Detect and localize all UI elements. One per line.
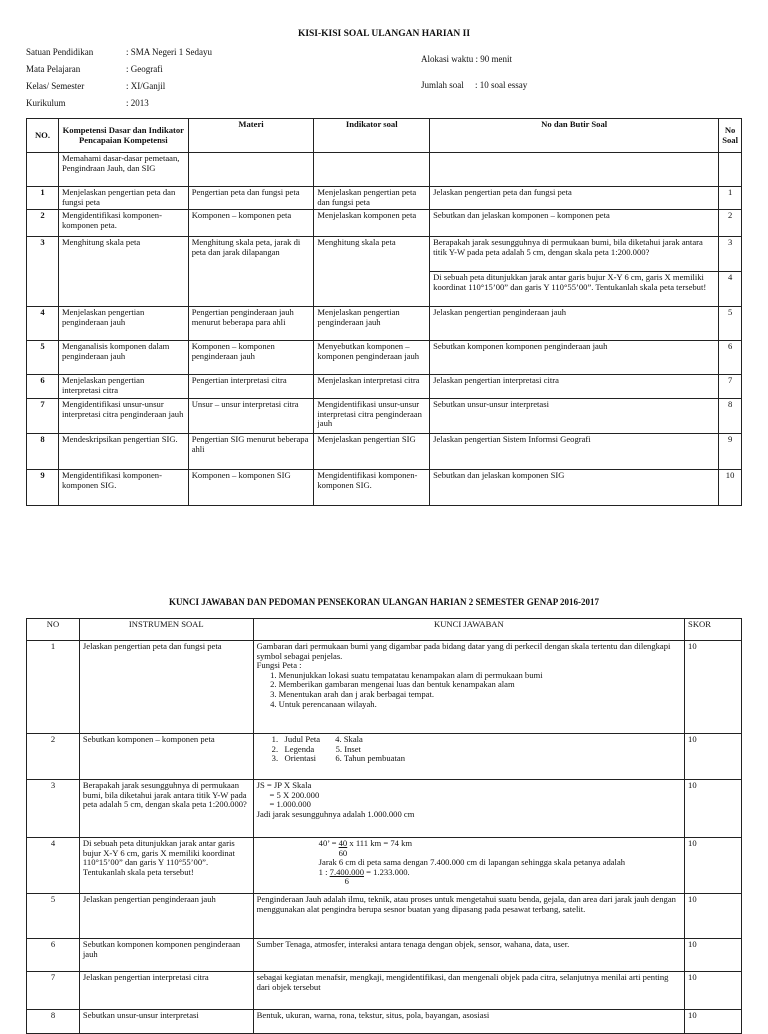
header-no: NO <box>27 619 80 641</box>
table-row <box>27 434 742 470</box>
row-butir: Sebutkan unsur-unsur interpretasi <box>430 399 719 434</box>
table-row <box>27 210 742 237</box>
row-no: 3 <box>27 237 59 307</box>
row-soal: Sebutkan unsur-unsur interpretasi <box>79 1010 253 1034</box>
row-kd: Menghitung skala peta <box>58 237 188 307</box>
row-soal: Sebutkan komponen – komponen peta <box>79 734 253 780</box>
table-row <box>27 838 742 894</box>
row-materi: Komponen – komponen penginderaan jauh <box>188 341 314 375</box>
row-butir: Jelaskan pengertian Sistem Informsi Geografi <box>430 434 719 470</box>
row-materi: Pengertian SIG menurut beberapa ahli <box>188 434 314 470</box>
row-no: 6 <box>27 375 59 399</box>
row-butir: Sebutkan komponen komponen penginderaan jauh <box>430 341 719 375</box>
table-row <box>27 399 742 434</box>
document-title: KISI-KISI SOAL ULANGAN HARIAN II <box>297 29 471 39</box>
denominator: 6 <box>344 876 349 887</box>
row-no: 2 <box>27 734 80 780</box>
meta-value: : SMA Negeri 1 Sedayu <box>126 47 212 57</box>
row-kd: Mengidentifikasi unsur-unsur interpretasi citra penginderaan jauh <box>58 399 188 434</box>
table-row <box>27 470 742 506</box>
row-nosoal: 9 <box>719 434 742 470</box>
meta-key: Mata Pelajaran <box>26 64 81 74</box>
equation-3 <box>257 868 681 887</box>
row-nosoal: 1 <box>719 187 742 210</box>
row-butir: Jelaskan pengertian penginderaan jauh <box>430 307 719 341</box>
list-item: 1. Menunjukkan lokasi suatu tempatatau kenampakan alam di permukaan bumi <box>279 671 681 681</box>
row-materi: Pengertian interpretasi citra <box>188 375 314 399</box>
table-row <box>27 780 742 838</box>
row-kunci: Penginderaan Jauh adalah ilmu, teknik, atau proses untuk mengetahui suatu benda, gejala, dan area dari jarak jauh dengan menggunakan alat pengindra berupa sesnor buatan yang dipasang pada pesawat terbang, satelit. <box>253 894 684 939</box>
meta-key: Satuan Pendidikan <box>26 47 94 57</box>
header-no: NO. <box>27 119 59 153</box>
row-indikator: Mengidentifikasi komponen-komponen SIG. <box>314 470 430 506</box>
row-butir: Di sebuah peta ditunjukkan jarak antar garis bujur X-Y 6 cm, garis X memiliki koordinat 110°15’00” dan garis Y 110°55’00”. Tentukanlah skala peta tersebut! <box>430 272 719 307</box>
row-indikator: Menjelaskan pengertian peta dan fungsi peta <box>314 187 430 210</box>
header-kd: Kompetensi Dasar dan Indikator Pencapaian Kompetensi <box>58 119 188 153</box>
kd-intro: Memahami dasar-dasar pemetaan, Pengindraan Jauh, dan SIG <box>58 153 188 187</box>
row-nosoal: 6 <box>719 341 742 375</box>
row-skor: 10 <box>685 838 742 894</box>
list-item: 4. Untuk perencanaan wilayah. <box>279 700 681 710</box>
table-row <box>27 187 742 210</box>
meta-value: : XI/Ganjil <box>126 81 166 91</box>
table-row <box>27 341 742 375</box>
calc-line: Jadi jarak sesungguhnya adalah 1.000.000 cm <box>256 808 415 819</box>
kunci-subtitle: Fungsi Peta : <box>256 660 302 671</box>
answer-key-table <box>26 618 742 1034</box>
row-soal: Jelaskan pengertian interpretasi citra <box>79 972 253 1010</box>
row-kunci: Bentuk, ukuran, warna, rona, tekstur, situs, pola, bayangan, asosiasi <box>253 1010 684 1034</box>
row-no: 7 <box>27 399 59 434</box>
row-materi: Komponen – komponen SIG <box>188 470 314 506</box>
table-row <box>27 972 742 1010</box>
row-nosoal: 10 <box>719 470 742 506</box>
header-kunci: KUNCI JAWABAN <box>253 619 684 641</box>
numerator: 7.400.000 <box>329 866 365 877</box>
row-no: 8 <box>27 1010 80 1034</box>
row-no: 4 <box>27 307 59 341</box>
row-no: 9 <box>27 470 59 506</box>
row-soal: Berapakah jarak sesungguhnya di permukaan bumi, bila diketahui jarak antara titik Y-W pada peta adalah 5 cm, dengan skala peta 1:200.000? <box>79 780 253 838</box>
row-butir: Sebutkan dan jelaskan komponen – komponen peta <box>430 210 719 237</box>
row-kd: Mengidentifikasi komponen-komponen peta. <box>58 210 188 237</box>
header-materi: Materi <box>188 119 314 153</box>
row-soal: Di sebuah peta ditunjukkan jarak antar garis bujur X-Y 6 cm, garis X memiliki koordinat 110°15’00” dan garis Y 110°55’00”. Tentukanlah skala peta tersebut! <box>79 838 253 894</box>
equation-2: Jarak 6 cm di peta sama dengan 7.400.000 cm di lapangan sehingga skala petanya adalah <box>318 857 626 868</box>
row-no: 3 <box>27 780 80 838</box>
header-instrumen: INSTRUMEN SOAL <box>79 619 253 641</box>
row-materi: Unsur – unsur interpretasi citra <box>188 399 314 434</box>
calc-line: = 1.000.000 <box>256 799 311 810</box>
meta-key: Kelas/ Semester <box>26 81 85 91</box>
list-item: 3. Orientasi 6. Tahun pembuatan <box>271 753 406 764</box>
header-butir: No dan Butir Soal <box>430 119 719 153</box>
eq-part: 1 : <box>318 866 330 877</box>
row-indikator: Mengidentifikasi unsur-unsur interpretasi citra penginderaan jauh <box>314 399 430 434</box>
row-materi: Pengertian peta dan fungsi peta <box>188 187 314 210</box>
table-row <box>27 153 742 187</box>
row-indikator: Menjelaskan pengertian SIG <box>314 434 430 470</box>
table-row <box>27 641 742 734</box>
row-no: 8 <box>27 434 59 470</box>
row-no: 5 <box>27 341 59 375</box>
header-skor: SKOR <box>685 619 742 641</box>
numerator: 40 <box>338 838 348 848</box>
list-item: 2. Memberikan gambaran mengenai luas dan bentuk kenampakan alam <box>279 680 681 690</box>
row-indikator: Menjelaskan komponen peta <box>314 210 430 237</box>
row-soal: Jelaskan pengertian peta dan fungsi peta <box>79 641 253 734</box>
fraction <box>330 868 364 887</box>
row-materi: Menghitung skala peta, jarak di peta dan jarak dilapangan <box>188 237 314 307</box>
eq-part: 40’ = <box>318 838 339 848</box>
eq-part: = 1.233.000. <box>364 866 410 877</box>
row-no: 5 <box>27 894 80 939</box>
row-no: 7 <box>27 972 80 1010</box>
table-header-row <box>27 619 742 641</box>
row-no: 2 <box>27 210 59 237</box>
answer-key-title: KUNCI JAWABAN DAN PEDOMAN PENSEKORAN ULANGAN HARIAN 2 SEMESTER GENAP 2016-2017 <box>168 597 600 607</box>
row-no: 6 <box>27 939 80 972</box>
row-kd: Mendeskripsikan pengertian SIG. <box>58 434 188 470</box>
meta-key: Kurikulum <box>26 98 66 108</box>
row-kd: Menganalisis komponen dalam penginderaan jauh <box>58 341 188 375</box>
header-indikator: Indikator soal <box>314 119 430 153</box>
row-nosoal: 7 <box>719 375 742 399</box>
row-indikator: Menjelaskan pengertian penginderaan jauh <box>314 307 430 341</box>
table-header-row <box>27 119 742 153</box>
kisi-kisi-table <box>26 118 742 506</box>
row-nosoal: 2 <box>719 210 742 237</box>
row-indikator: Menjelaskan interpretasi citra <box>314 375 430 399</box>
row-butir: Jelaskan pengertian peta dan fungsi peta <box>430 187 719 210</box>
row-soal: Sebutkan komponen komponen penginderaan jauh <box>79 939 253 972</box>
row-skor: 10 <box>685 734 742 780</box>
meta-value: : 2013 <box>126 98 149 108</box>
row-skor: 10 <box>685 641 742 734</box>
row-kunci <box>253 780 684 838</box>
calc-line: JS = JP X Skala <box>256 780 312 790</box>
header-nosoal: No Soal <box>719 119 742 153</box>
row-kunci <box>253 838 684 894</box>
row-nosoal: 8 <box>719 399 742 434</box>
meta-value: : Geografi <box>126 64 163 74</box>
fraction <box>339 839 348 858</box>
row-skor: 10 <box>685 780 742 838</box>
table-row <box>27 734 742 780</box>
jumlah-soal: Jumlah soal : 10 soal essay <box>421 80 528 90</box>
list-item: 2. Legenda 5. Inset <box>271 743 361 754</box>
meta-right <box>421 54 527 91</box>
kunci-text: Gambaran dari permukaan bumi yang digambar pada bidang datar yang di perkecil dengan skala tertentu dan dilengkapi symbol sebagai penjelas. <box>256 641 671 661</box>
row-kd: Mengidentifikasi komponen-komponen SIG. <box>58 470 188 506</box>
row-butir: Jelaskan pengertian interpretasi citra <box>430 375 719 399</box>
row-skor: 10 <box>685 972 742 1010</box>
row-indikator: Menyebutkan komponen – komponen penginderaan jauh <box>314 341 430 375</box>
eq-part: x 111 km = 74 km <box>347 838 413 848</box>
equation-1 <box>257 839 681 858</box>
row-kunci <box>253 641 684 734</box>
row-no: 1 <box>27 187 59 210</box>
row-kd: Menjelaskan pengertian peta dan fungsi peta <box>58 187 188 210</box>
row-butir: Sebutkan dan jelaskan komponen SIG <box>430 470 719 506</box>
row-materi: Pengertian penginderaan jauh menurut beberapa para ahli <box>188 307 314 341</box>
row-skor: 10 <box>685 894 742 939</box>
row-kunci: sebagai kegiatan menafsir, mengkaji, mengidentifikasi, dan mengenali objek pada citra, selanjutnya menilai arti penting dari objek tersebut <box>253 972 684 1010</box>
row-kunci <box>253 734 684 780</box>
row-no: 4 <box>27 838 80 894</box>
table-row <box>27 307 742 341</box>
table-row <box>27 1010 742 1034</box>
row-kunci: Sumber Tenaga, atmosfer, interaksi antara tenaga dengan objek, sensor, wahana, data, user. <box>253 939 684 972</box>
row-skor: 10 <box>685 939 742 972</box>
row-materi: Komponen – komponen peta <box>188 210 314 237</box>
row-butir: Berapakah jarak sesungguhnya di permukaan bumi, bila diketahui jarak antara titik Y-W pada peta adalah 5 cm, dengan skala peta 1:200.000? <box>430 237 719 272</box>
alokasi-waktu: Alokasi waktu : 90 menit <box>421 54 512 64</box>
row-nosoal: 4 <box>719 272 742 307</box>
row-kd: Menjelaskan pengertian interpretasi citra <box>58 375 188 399</box>
row-soal: Jelaskan pengertian penginderaan jauh <box>79 894 253 939</box>
row-nosoal: 3 <box>719 237 742 272</box>
row-nosoal: 5 <box>719 307 742 341</box>
row-kd: Menjelaskan pengertian penginderaan jauh <box>58 307 188 341</box>
table-row <box>27 375 742 399</box>
row-no: 1 <box>27 641 80 734</box>
calc-line: = 5 X 200.000 <box>256 789 320 800</box>
row-indikator: Menghitung skala peta <box>314 237 430 307</box>
table-row <box>27 237 742 272</box>
list-item: 3. Menentukan arah dan j arak berbagai tempat. <box>279 690 681 700</box>
table-row <box>27 894 742 939</box>
meta-left <box>26 47 212 115</box>
list-item: 1. Judul Peta 4. Skala <box>271 734 363 744</box>
fungsi-list <box>257 671 681 709</box>
table-row <box>27 939 742 972</box>
denominator: 60 <box>338 847 348 858</box>
row-skor: 10 <box>685 1010 742 1034</box>
